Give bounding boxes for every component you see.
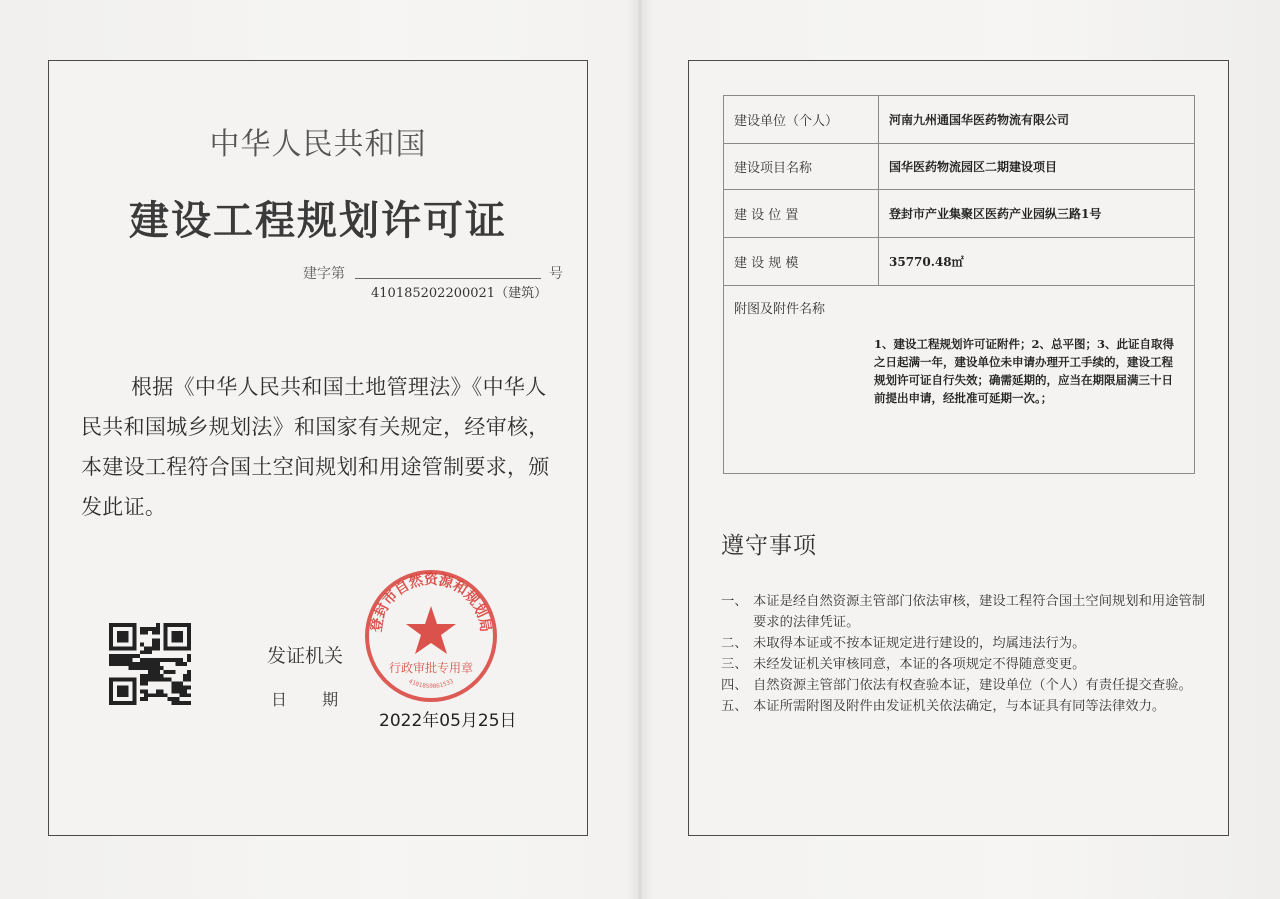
right-page xyxy=(688,60,1229,836)
list-item xyxy=(721,654,1207,675)
country-name: 中华人民共和国 xyxy=(209,127,427,162)
qr-code-icon xyxy=(109,623,191,705)
issue-date: 2022年05月25日 xyxy=(379,711,517,731)
notice-text: 本证所需附图及附件由发证机关依法确定，与本证具有同等法律效力。 xyxy=(753,699,1166,714)
certificate-body: 根据《中华人民共和国土地管理法》《中华人民共和国城乡规划法》和国家有关规定，经审核，本建设工程符合国土空间规划和用途管制要求，颁发此证。 xyxy=(81,375,550,519)
notice-text: 本证是经自然资源主管部门依法审核，建设工程符合国土空间规划和用途管制要求的法律凭证。 xyxy=(753,594,1206,630)
list-item xyxy=(721,591,1207,633)
notice-number: 四、 xyxy=(721,678,748,693)
serial-suffix: 号 xyxy=(549,266,563,282)
notice-title: 遵守事项 xyxy=(721,533,817,559)
attachments-row xyxy=(724,286,1195,474)
attachments-label: 附图及附件名称 xyxy=(734,302,826,317)
page-fold xyxy=(636,0,644,899)
list-item xyxy=(721,675,1207,696)
certificate-title: 建设工程规划许可证 xyxy=(129,197,507,244)
seal-text: 登封市自然资源和规划局 xyxy=(368,572,494,634)
notice-number: 二、 xyxy=(721,636,748,651)
official-seal xyxy=(361,566,501,706)
row-label: 建 设 规 模 xyxy=(724,238,879,286)
serial-underline xyxy=(355,278,541,279)
svg-text:4101850061533 xyxy=(407,678,455,690)
left-page xyxy=(48,60,588,836)
row-value: 国华医药物流园区二期建设项目 xyxy=(879,144,1195,190)
row-value: 35770.48㎡ xyxy=(879,238,1195,286)
seal-subtext: 行政审批专用章 xyxy=(388,661,474,675)
notice-list xyxy=(721,591,1207,717)
serial-number: 410185202200021（建筑） xyxy=(371,286,548,301)
row-value: 河南九州通国华医药物流有限公司 xyxy=(879,96,1195,144)
notice-number: 三、 xyxy=(721,657,748,672)
notice-text: 自然资源主管部门依法有权查验本证，建设单位（个人）有责任提交查验。 xyxy=(753,678,1192,693)
table-row xyxy=(724,238,1195,286)
notice-text: 未取得本证或不按本证规定进行建设的，均属违法行为。 xyxy=(753,636,1086,651)
date-label: 日 期 xyxy=(271,690,339,709)
notice-number: 一、 xyxy=(721,594,748,609)
notice-number: 五、 xyxy=(721,699,748,714)
row-label: 建设项目名称 xyxy=(724,144,879,190)
row-label: 建 设 位 置 xyxy=(724,190,879,238)
table-row xyxy=(724,144,1195,190)
info-table xyxy=(723,95,1195,474)
seal-number: 4101850061533 xyxy=(407,677,455,691)
attachments-text: 1、建设工程规划许可证附件；2、总平图；3、此证自取得之日起满一年，建设单位未申请办理开工手续的，建设工程规划许可证自行失效；确需延期的，应当在期限届满三十日前提出申请，经批准可延期一次。； xyxy=(874,337,1175,405)
list-item xyxy=(721,696,1207,717)
row-value: 登封市产业集聚区医药产业园纵三路1号 xyxy=(879,190,1195,238)
notice-text: 未经发证机关审核同意，本证的各项规定不得随意变更。 xyxy=(753,657,1086,672)
row-label: 建设单位（个人） xyxy=(724,96,879,144)
issuer-label: 发证机关 xyxy=(267,645,344,667)
table-row xyxy=(724,190,1195,238)
serial-prefix: 建字第 xyxy=(303,266,345,282)
table-row xyxy=(724,96,1195,144)
list-item xyxy=(721,633,1207,654)
